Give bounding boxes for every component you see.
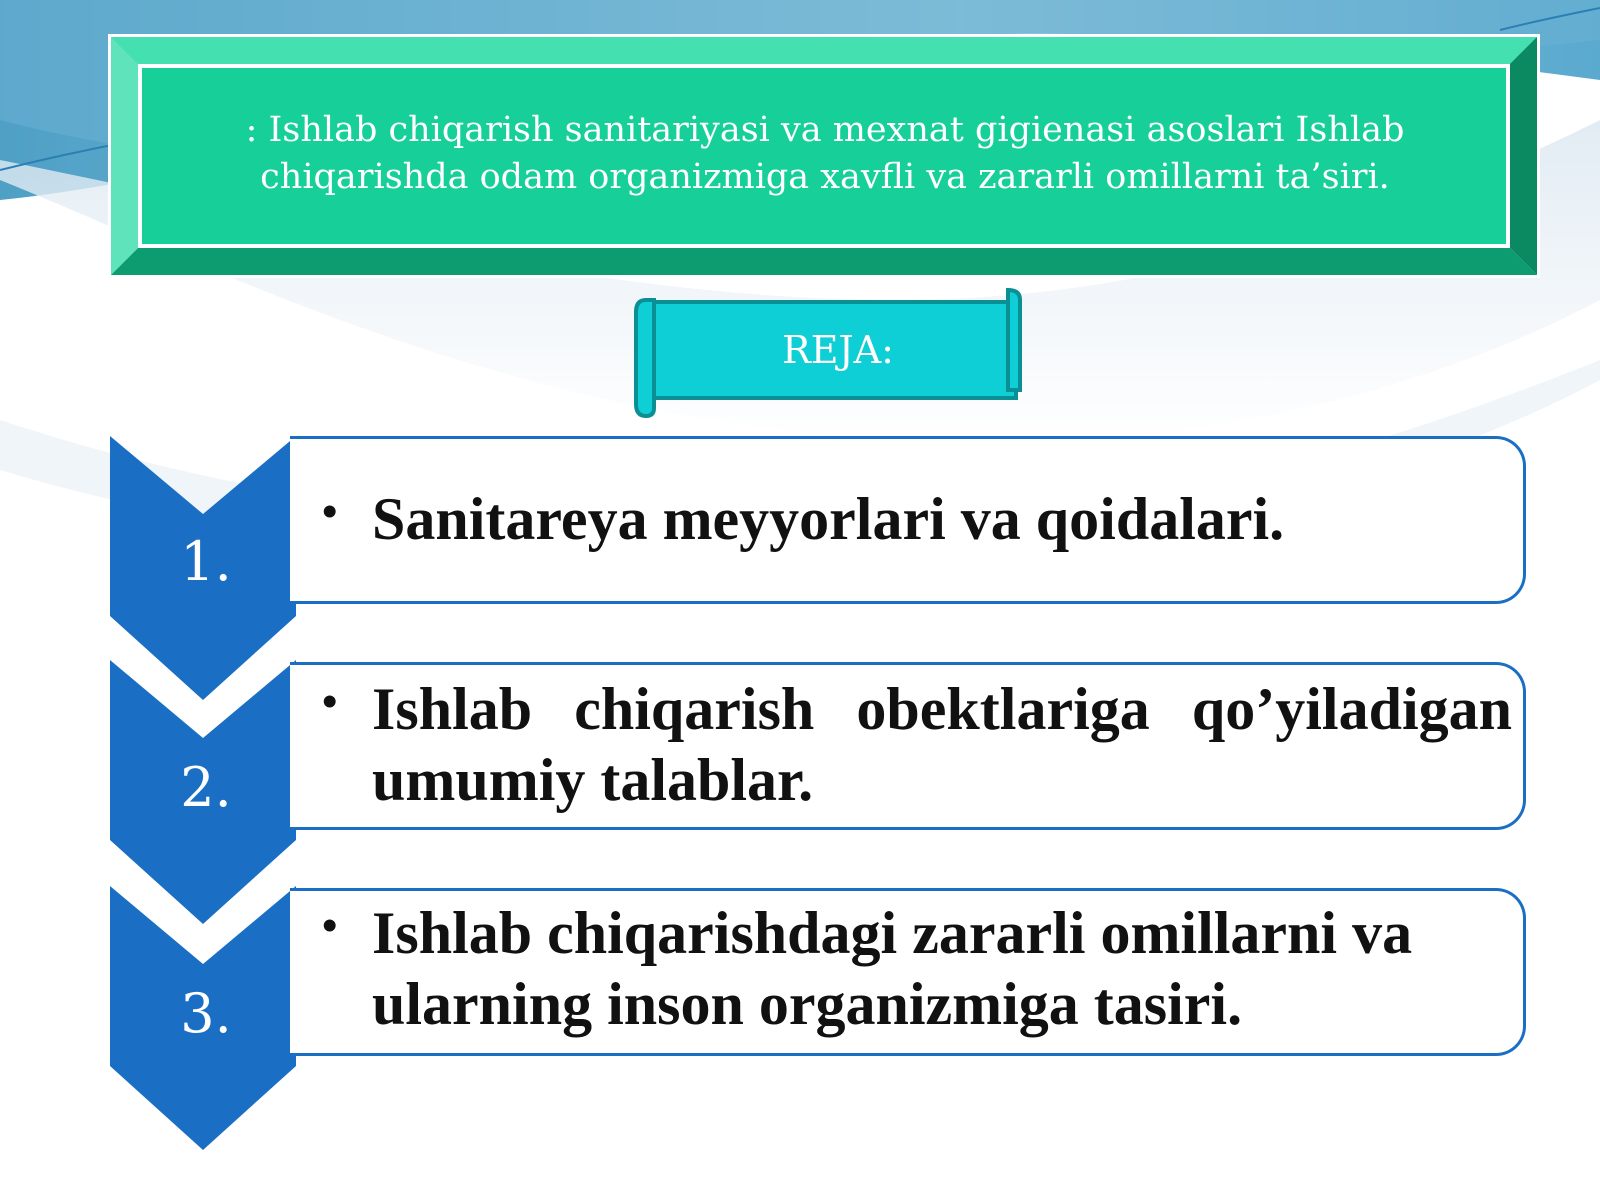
item-2-text: Ishlab chiqarish obektlariga qo’yiladigan umumiy talablar.: [372, 676, 1512, 813]
item-1-text: Sanitareya meyyorlari va qoidalari.: [372, 486, 1285, 552]
plan-label: REJA:: [782, 328, 894, 372]
item-2-bullet: •: [322, 677, 338, 726]
item-1-bullet: •: [322, 487, 338, 536]
item-2-number: 2.: [180, 756, 232, 819]
item-3-text: Ishlab chiqarishdagi zararli omillarni va ularning inson organizmiga tasiri.: [372, 900, 1413, 1037]
slide-title: : Ishlab chiqarish sanitariyasi va mexnat gigienasi asoslari Ishlab chiqarishda odam organizmiga xavfli va zararli omillarni ta’siri.: [245, 109, 1405, 197]
item-3-bullet: •: [322, 901, 338, 950]
item-3-number: 3.: [180, 982, 232, 1045]
item-1-number: 1.: [180, 530, 232, 593]
